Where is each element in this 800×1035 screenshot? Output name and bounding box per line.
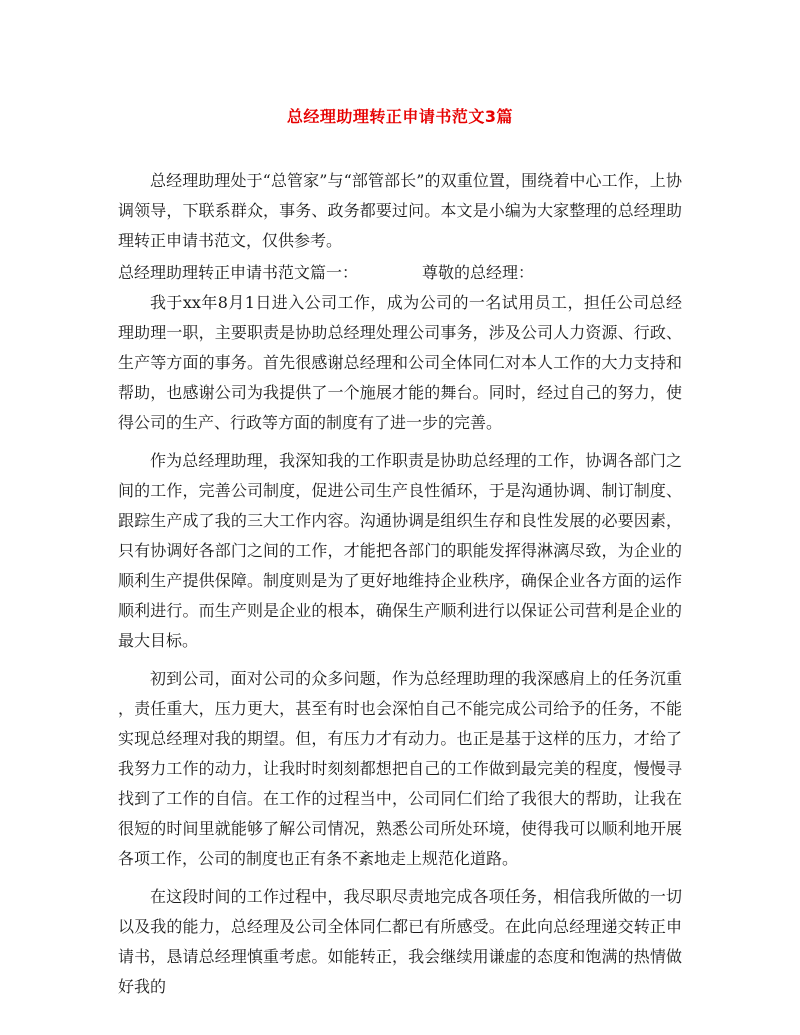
section-heading-line: [118, 258, 682, 288]
intro-paragraph: 总经理助理处于“总管家”与“部管部长”的双重位置，围绕着中心工作，上协调领导，下联系群众，事务、政务都要过问。本文是小编为大家整理的总经理助理转正申请书范文，仅供参考。: [118, 171, 682, 250]
body-paragraph-2: 作为总经理助理，我深知我的工作职责是协助总经理的工作，协调各部门之间的工作，完善公司制度，促进公司生产良性循环，于是沟通协调、制订制度、跟踪生产成了我的三大工作内容。沟通协调是组织生存和良性发展的必要因素，只有协调好各部门之间的工作，才能把各部门的职能发挥得淋漓尽致，为企业的顺利生产提供保障。制度则是为了更好地维持企业秩序，确保企业各方面的运作顺利进行。而生产则是企业的根本，确保生产顺利进行以保证公司营利是企业的最大目标。: [118, 451, 682, 650]
document-title: 总经理助理转正申请书范文3篇: [286, 107, 514, 126]
body-paragraph-4: 在这段时间的工作过程中，我尽职尽责地完成各项任务，相信我所做的一切以及我的能力，总经理及公司全体同仁都已有所感受。在此向总经理递交转正申请书，恳请总经理慎重考虑。如能转正，我会继续用谦虚的态度和饱满的热情做好我的: [118, 887, 682, 996]
document-body: [118, 166, 682, 1002]
body-paragraph-1: 我于xx年8月1日进入公司工作，成为公司的一名试用员工，担任公司总经理助理一职，主要职责是协助总经理处理公司事务，涉及公司人力资源、行政、生产等方面的事务。首先很感谢总经理和公司全体同仁对本人工作的大力支持和帮助，也感谢公司为我提供了一个施展才能的舞台。同时，经过自己的努力，使得公司的生产、行政等方面的制度有了进一步的完善。: [118, 293, 682, 432]
body-paragraph-3: 初到公司，面对公司的众多问题，作为总经理助理的我深感肩上的任务沉重，责任重大，压力更大，甚至有时也会深怕自己不能完成公司给予的任务，不能实现总经理对我的期望。但，有压力才有动力。也正是基于这样的压力，才给了我努力工作的动力，让我时时刻刻都想把自己的工作做到最完美的程度，慢慢寻找到了工作的自信。在工作的过程当中，公司同仁们给了我很大的帮助，让我在很短的时间里就能够了解公司情况，熟悉公司所处环境，使得我可以顺利地开展各项工作，公司的制度也正有条不紊地走上规范化道路。: [118, 669, 682, 868]
section-heading: 总经理助理转正申请书范文篇一：: [118, 263, 359, 282]
salutation: 尊敬的总经理：: [422, 263, 535, 282]
